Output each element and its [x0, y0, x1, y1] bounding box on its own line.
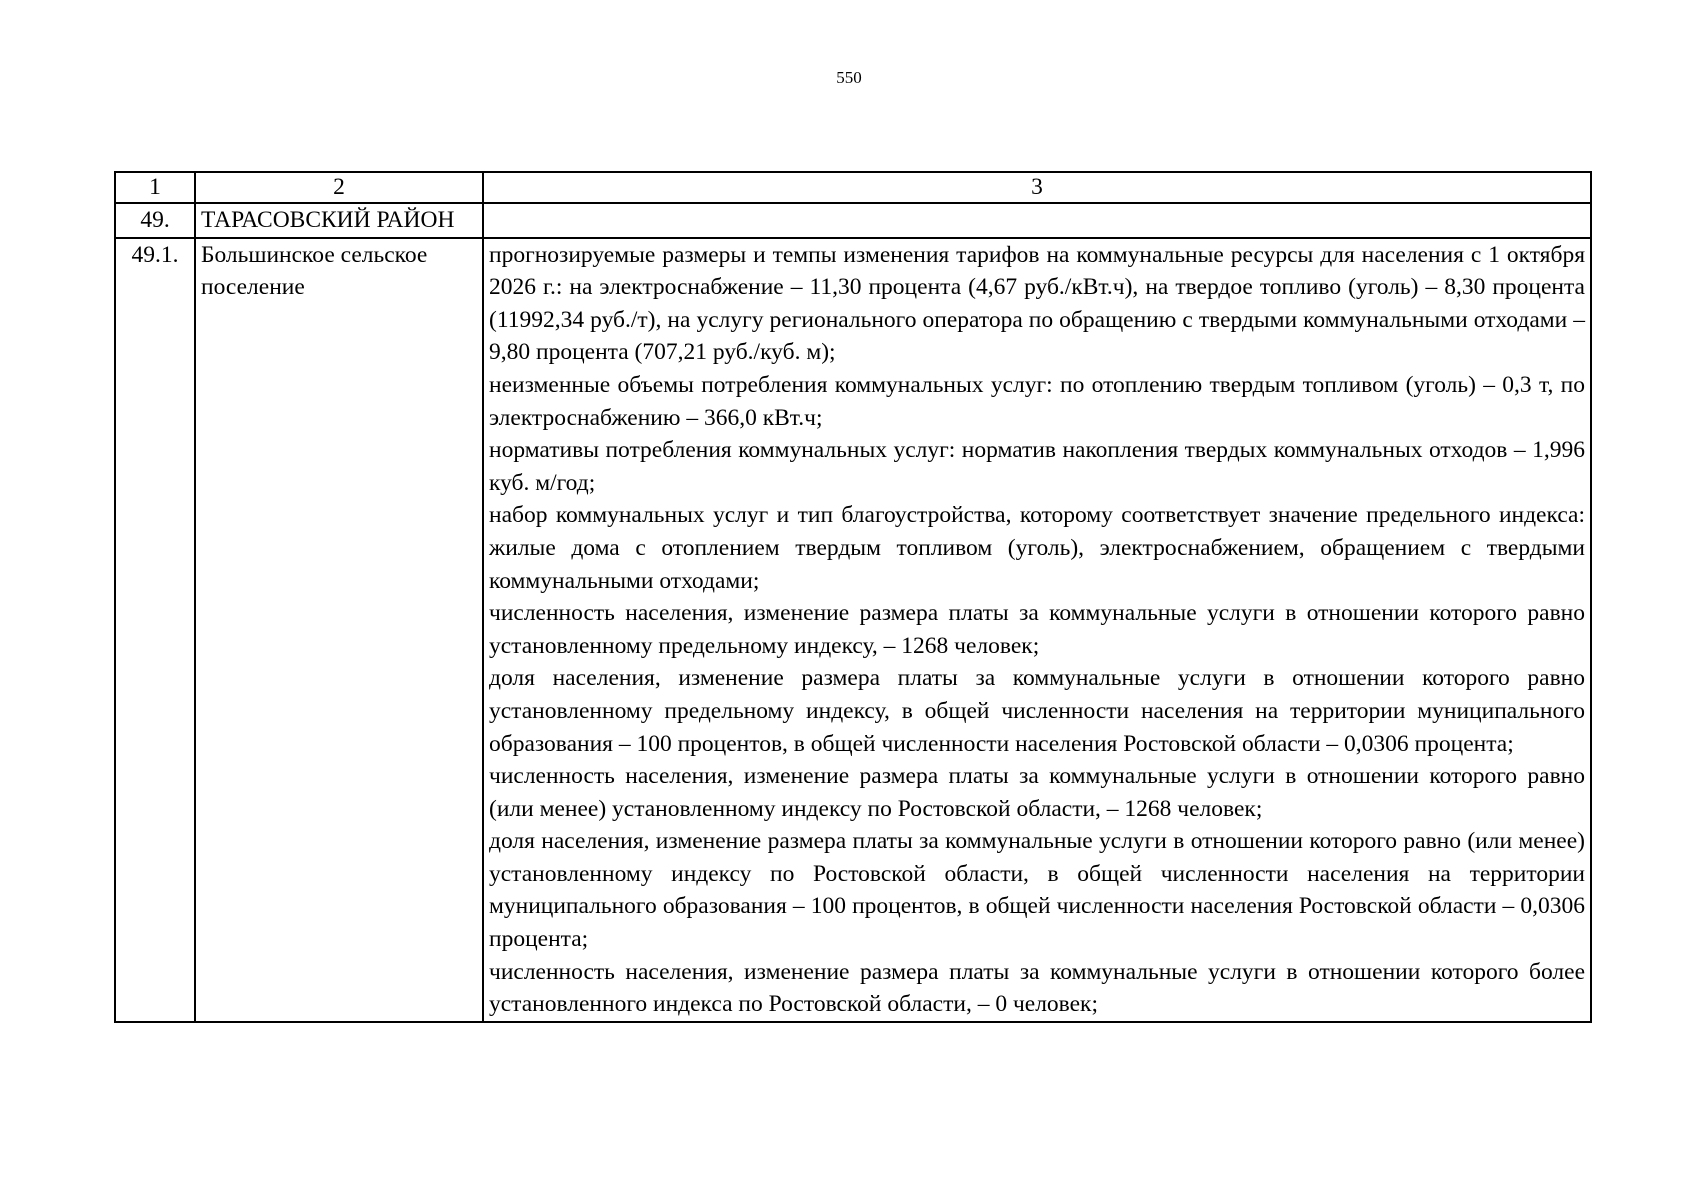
- district-details: [483, 203, 1591, 238]
- paragraph-share-equal: доля населения, изменение размера платы за коммунальные услуги в отношении которого равно установленному предельному индексу, в общей численности населения на территории муниципального образования – 100 процентов, в общей численности населения Ростовской области – 0,0306 процента;: [489, 665, 1585, 757]
- paragraph-consumption-volumes: неизменные объемы потребления коммунальных услуг: по отоплению твердым топливом (уголь) – 0,3 т, по электроснабжению – 366,0 кВт.ч;: [489, 371, 1585, 431]
- column-header-1: 1: [115, 172, 195, 203]
- paragraph-share-equal-or-less: доля населения, изменение размера платы за коммунальные услуги в отношении которого равно (или менее) установленному индексу по Ростовской области, в общей численности населения на территории муниципального образования – 100 процентов, в общей численности населения Ростовской области – 0,0306 процента;: [489, 828, 1585, 953]
- district-name: ТАРАСОВСКИЙ РАЙОН: [195, 203, 483, 238]
- paragraph-population-equal-or-less: численность населения, изменение размера платы за коммунальные услуги в отношении которого равно (или менее) установленному индексу по Ростовской области, – 1268 человек;: [489, 763, 1585, 822]
- settlement-name: Большинское сельское поселение: [195, 238, 483, 1022]
- column-header-3: 3: [483, 172, 1591, 203]
- tariff-table: [114, 171, 1592, 1023]
- paragraph-population-equal: численность населения, изменение размера платы за коммунальные услуги в отношении которого равно установленному предельному индексу, – 1268 человек;: [489, 600, 1585, 659]
- paragraph-tariffs: прогнозируемые размеры и темпы изменения тарифов на коммунальные ресурсы для населения с 1 октября 2026 г.: на электроснабжение – 11,30 процента (4,67 руб./кВт.ч), на твердое топливо (уголь) – 8,30 процента (11992,34 руб./т), на услугу регионального оператора по обращению с твердыми коммунальными отходами – 9,80 процента (707,21 руб./куб. м);: [489, 241, 1585, 366]
- paragraph-consumption-norms: нормативы потребления коммунальных услуг: норматив накопления твердых коммунальных отходов – 1,996 куб. м/год;: [489, 437, 1585, 496]
- paragraph-population-more: численность населения, изменение размера платы за коммунальные услуги в отношении которого более установленного индекса по Ростовской области, – 0 человек;: [489, 958, 1585, 1018]
- district-number: 49.: [115, 203, 195, 238]
- district-row: [115, 203, 1591, 238]
- page-number: 550: [836, 68, 862, 87]
- settlement-details: [483, 238, 1591, 1022]
- settlement-row: [115, 238, 1591, 1022]
- paragraph-services-set: набор коммунальных услуг и тип благоустройства, которому соответствует значение предельного индекса: жилые дома с отоплением твердым топливом (уголь), электроснабжением, обращением с твердыми коммунальными отходами;: [489, 502, 1585, 594]
- settlement-number: 49.1.: [115, 238, 195, 1022]
- table-header-row: [115, 172, 1591, 203]
- column-header-2: 2: [195, 172, 483, 203]
